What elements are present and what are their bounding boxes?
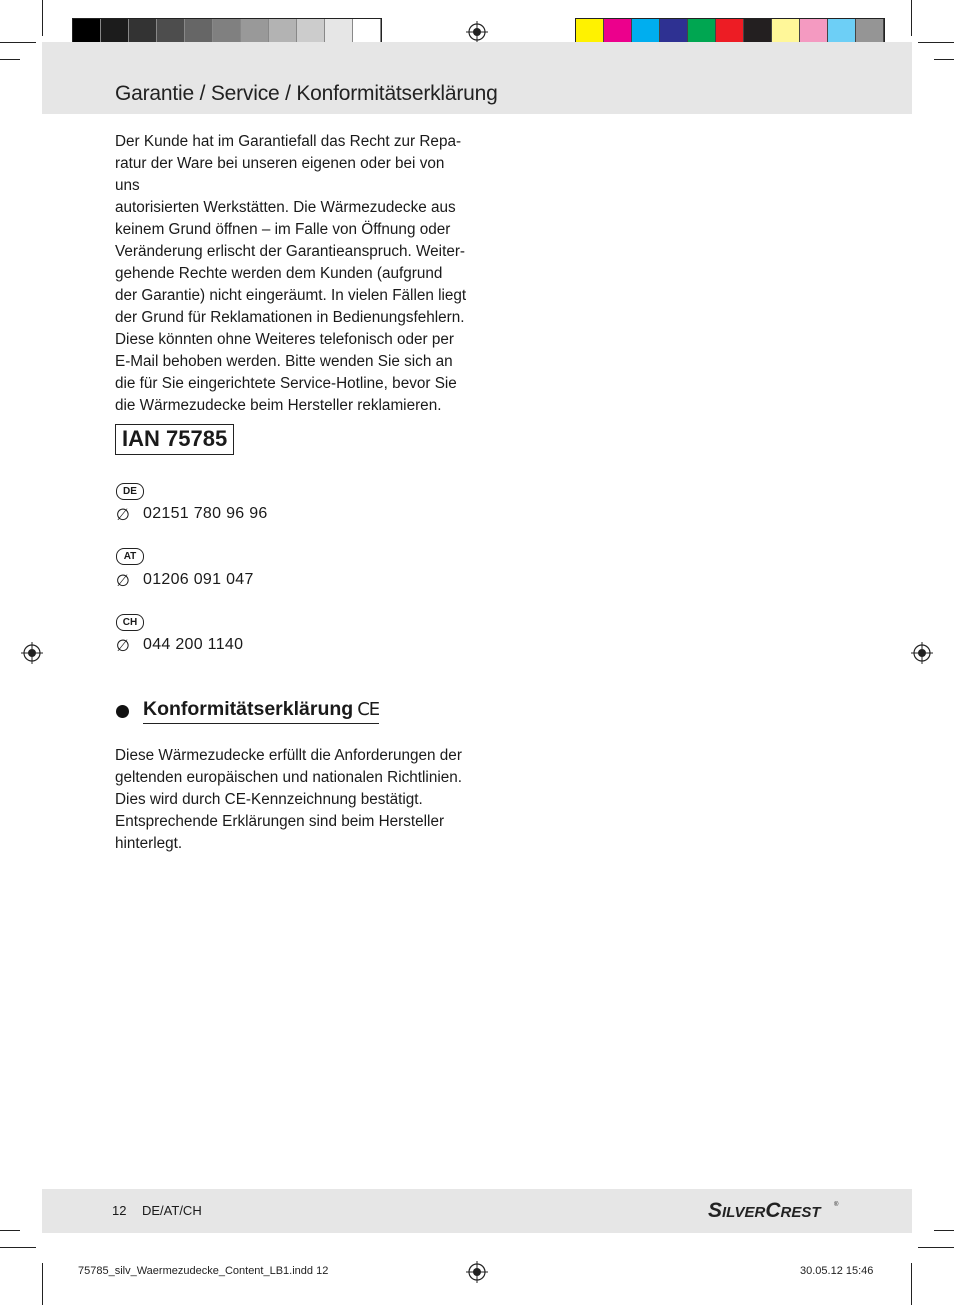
phone-number-ch: 044 200 1140 xyxy=(143,636,244,653)
crop-mark xyxy=(0,42,36,43)
text-line: Diese Wärmezudecke erfüllt die Anforderungen der xyxy=(115,747,462,764)
crop-mark xyxy=(0,1230,20,1231)
section-heading-text: Konformitätserklärung xyxy=(143,698,354,720)
text-line: Dies wird durch CE-Kennzeichnung bestätigt. xyxy=(115,791,423,808)
crop-mark xyxy=(934,1230,954,1231)
crop-mark xyxy=(911,0,912,36)
phone-icon: ∅ xyxy=(116,507,130,524)
phone-number-at: 01206 091 047 xyxy=(143,571,254,588)
ian-number: IAN 75785 xyxy=(115,424,234,455)
text-line: autorisierten Werkstätten. Die Wärmezudecke aus xyxy=(115,199,456,216)
phone-icon: ∅ xyxy=(116,638,130,655)
slug-filename: 75785_silv_Waermezudecke_Content_LB1.indd 12 xyxy=(78,1265,329,1277)
text-line: die für Sie eingerichtete Service-Hotline, bevor Sie xyxy=(115,375,457,392)
page-number: 12 xyxy=(112,1203,127,1218)
text-line: gehende Rechte werden dem Kunden (aufgrund xyxy=(115,265,443,282)
silvercrest-logo xyxy=(708,1197,840,1223)
crop-mark xyxy=(918,42,954,43)
text-line: Diese könnten ohne Weiteres telefonisch oder per xyxy=(115,331,455,348)
text-line: Veränderung erlischt der Garantieanspruch. Weiter- xyxy=(115,243,466,260)
text-line: E-Mail behoben werden. Bitte wenden Sie sich an xyxy=(115,353,453,370)
crop-mark xyxy=(934,59,954,60)
section-bullet xyxy=(116,705,129,718)
country-badge-ch: CH xyxy=(116,614,144,631)
phone-number-de: 02151 780 96 96 xyxy=(143,505,268,522)
text-line: keinem Grund öffnen – im Falle von Öffnung oder xyxy=(115,221,451,238)
conformity-paragraph xyxy=(115,745,470,855)
text-line: der Garantie) nicht eingeräumt. In vielen Fällen liegt xyxy=(115,287,467,304)
phone-icon: ∅ xyxy=(116,573,130,590)
crop-mark xyxy=(42,1263,43,1305)
text-line: Der Kunde hat im Garantiefall das Recht zur Repa- xyxy=(115,133,462,150)
crop-mark xyxy=(42,0,43,36)
text-line: geltenden europäischen und nationalen Richtlinien. xyxy=(115,769,462,786)
crop-mark xyxy=(0,1247,36,1248)
text-line: Entsprechende Erklärungen sind beim Hersteller xyxy=(115,813,445,830)
section-heading xyxy=(143,698,379,724)
svg-text:SILVERCREST: SILVERCREST xyxy=(708,1199,821,1222)
registration-mark-icon xyxy=(21,642,43,664)
country-badge-de: DE xyxy=(116,483,144,500)
slug-date: 30.05.12 15:46 xyxy=(800,1265,874,1277)
crop-mark xyxy=(0,59,20,60)
crop-mark xyxy=(911,1263,912,1305)
text-line: die Wärmezudecke beim Hersteller reklamieren. xyxy=(115,397,442,414)
ce-mark-icon: CE xyxy=(357,699,380,720)
country-badge-at: AT xyxy=(116,548,144,565)
text-line: ratur der Ware bei unseren eigenen oder bei von uns xyxy=(115,155,445,194)
svg-text:®: ® xyxy=(834,1202,839,1208)
registration-mark-icon xyxy=(911,642,933,664)
registration-mark-icon xyxy=(466,1261,488,1283)
page-title: Garantie / Service / Konformitätserklärung xyxy=(115,82,498,105)
page-languages: DE/AT/CH xyxy=(142,1203,202,1218)
warranty-paragraph xyxy=(115,131,470,417)
crop-mark xyxy=(918,1247,954,1248)
text-line: der Grund für Reklamationen in Bedienungsfehlern. xyxy=(115,309,465,326)
registration-mark-icon xyxy=(466,21,488,43)
text-line: hinterlegt. xyxy=(115,835,183,852)
